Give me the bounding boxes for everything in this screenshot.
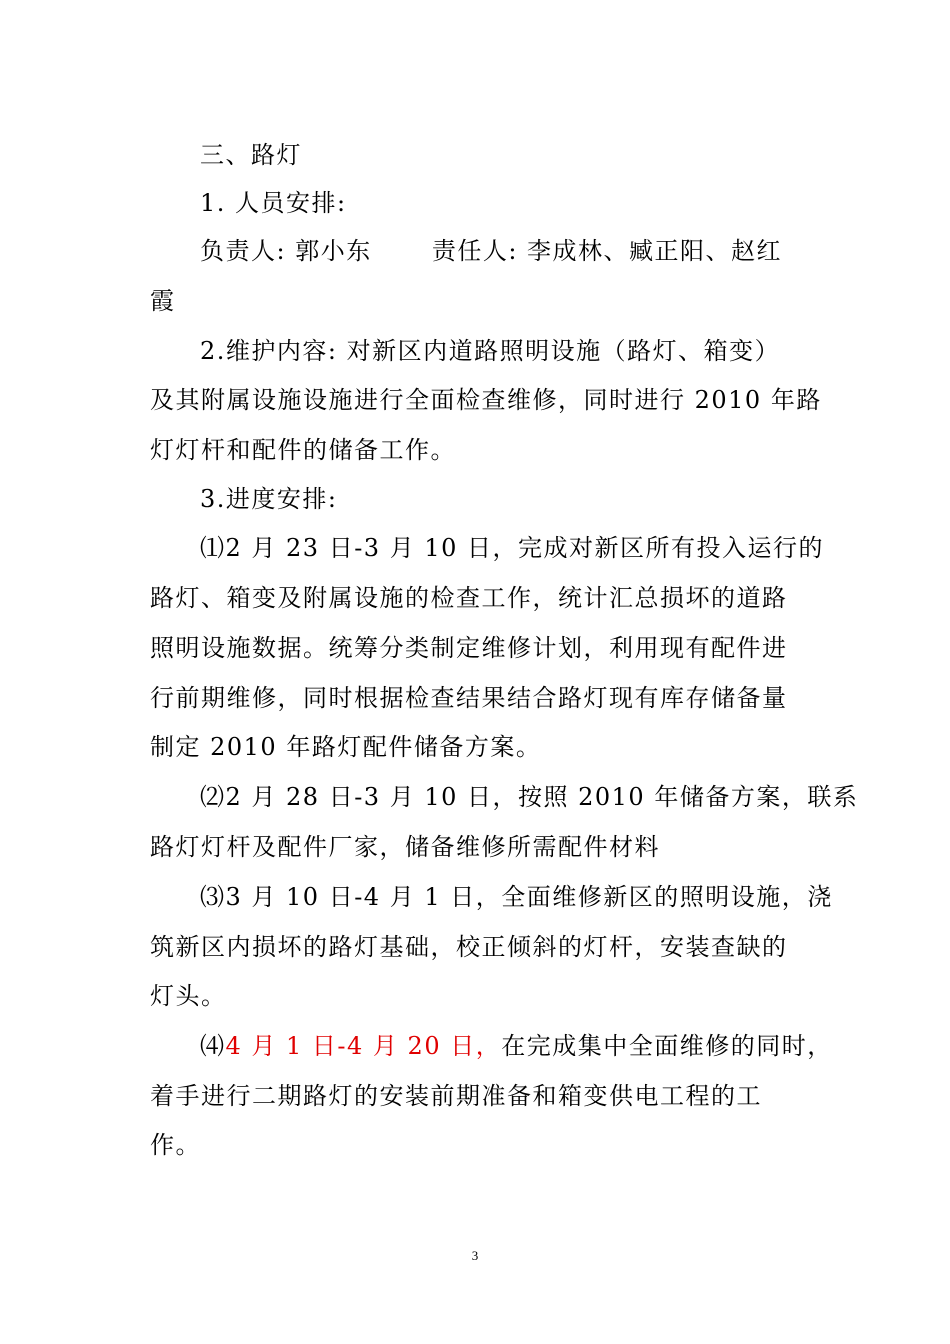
schedule-p1-line-1: ⑴2 月 23 日-3 月 10 日，完成对新区所有投入运行的 — [200, 534, 824, 562]
schedule-p4-highlight-dates: 4 月 1 日-4 月 20 日， — [225, 1032, 502, 1060]
page-number: 3 — [471, 1248, 479, 1263]
schedule-p4-line-3: 作。 — [150, 1131, 201, 1159]
schedule-p2-line-1: ⑵2 月 28 日-3 月 10 日，按照 2010 年储备方案，联系 — [200, 783, 859, 811]
staffing-line-1: 负责人: 郭小东 责任人: 李成林、臧正阳、赵红 — [200, 237, 783, 265]
schedule-p4-line-2: 着手进行二期路灯的安装前期准备和箱变供电工程的工 — [150, 1082, 762, 1110]
section-title: 三、路灯 — [200, 141, 302, 169]
schedule-heading: 3.进度安排: — [200, 485, 338, 513]
maintenance-line-3: 灯灯杆和配件的储备工作。 — [150, 436, 456, 464]
schedule-p1-line-2: 路灯、箱变及附属设施的检查工作，统计汇总损坏的道路 — [150, 584, 788, 612]
schedule-p3-line-3: 灯头。 — [150, 982, 227, 1010]
schedule-p3-line-2: 筑新区内损坏的路灯基础，校正倾斜的灯杆，安装查缺的 — [150, 933, 788, 961]
schedule-p1-line-4: 行前期维修，同时根据检查结果结合路灯现有库存储备量 — [150, 684, 788, 712]
staffing-line-2: 霞 — [150, 287, 176, 315]
schedule-p1-line-5: 制定 2010 年路灯配件储备方案。 — [150, 733, 542, 761]
schedule-p4-line-1 — [200, 1031, 833, 1061]
maintenance-line-2: 及其附属设施设施进行全面检查维修，同时进行 2010 年路 — [150, 386, 822, 414]
schedule-p4-prefix: ⑷ — [200, 1032, 226, 1060]
schedule-p2-line-2: 路灯灯杆及配件厂家，储备维修所需配件材料 — [150, 833, 660, 861]
schedule-p1-line-3: 照明设施数据。统筹分类制定维修计划，利用现有配件进 — [150, 634, 788, 662]
staffing-heading: 1. 人员安排: — [200, 189, 347, 217]
schedule-p3-line-1: ⑶3 月 10 日-4 月 1 日，全面维修新区的照明设施，浇 — [200, 883, 833, 911]
schedule-p4-rest: 在完成集中全面维修的同时， — [501, 1032, 833, 1060]
maintenance-line-1: 2.维护内容: 对新区内道路照明设施（路灯、箱变） — [200, 337, 781, 365]
